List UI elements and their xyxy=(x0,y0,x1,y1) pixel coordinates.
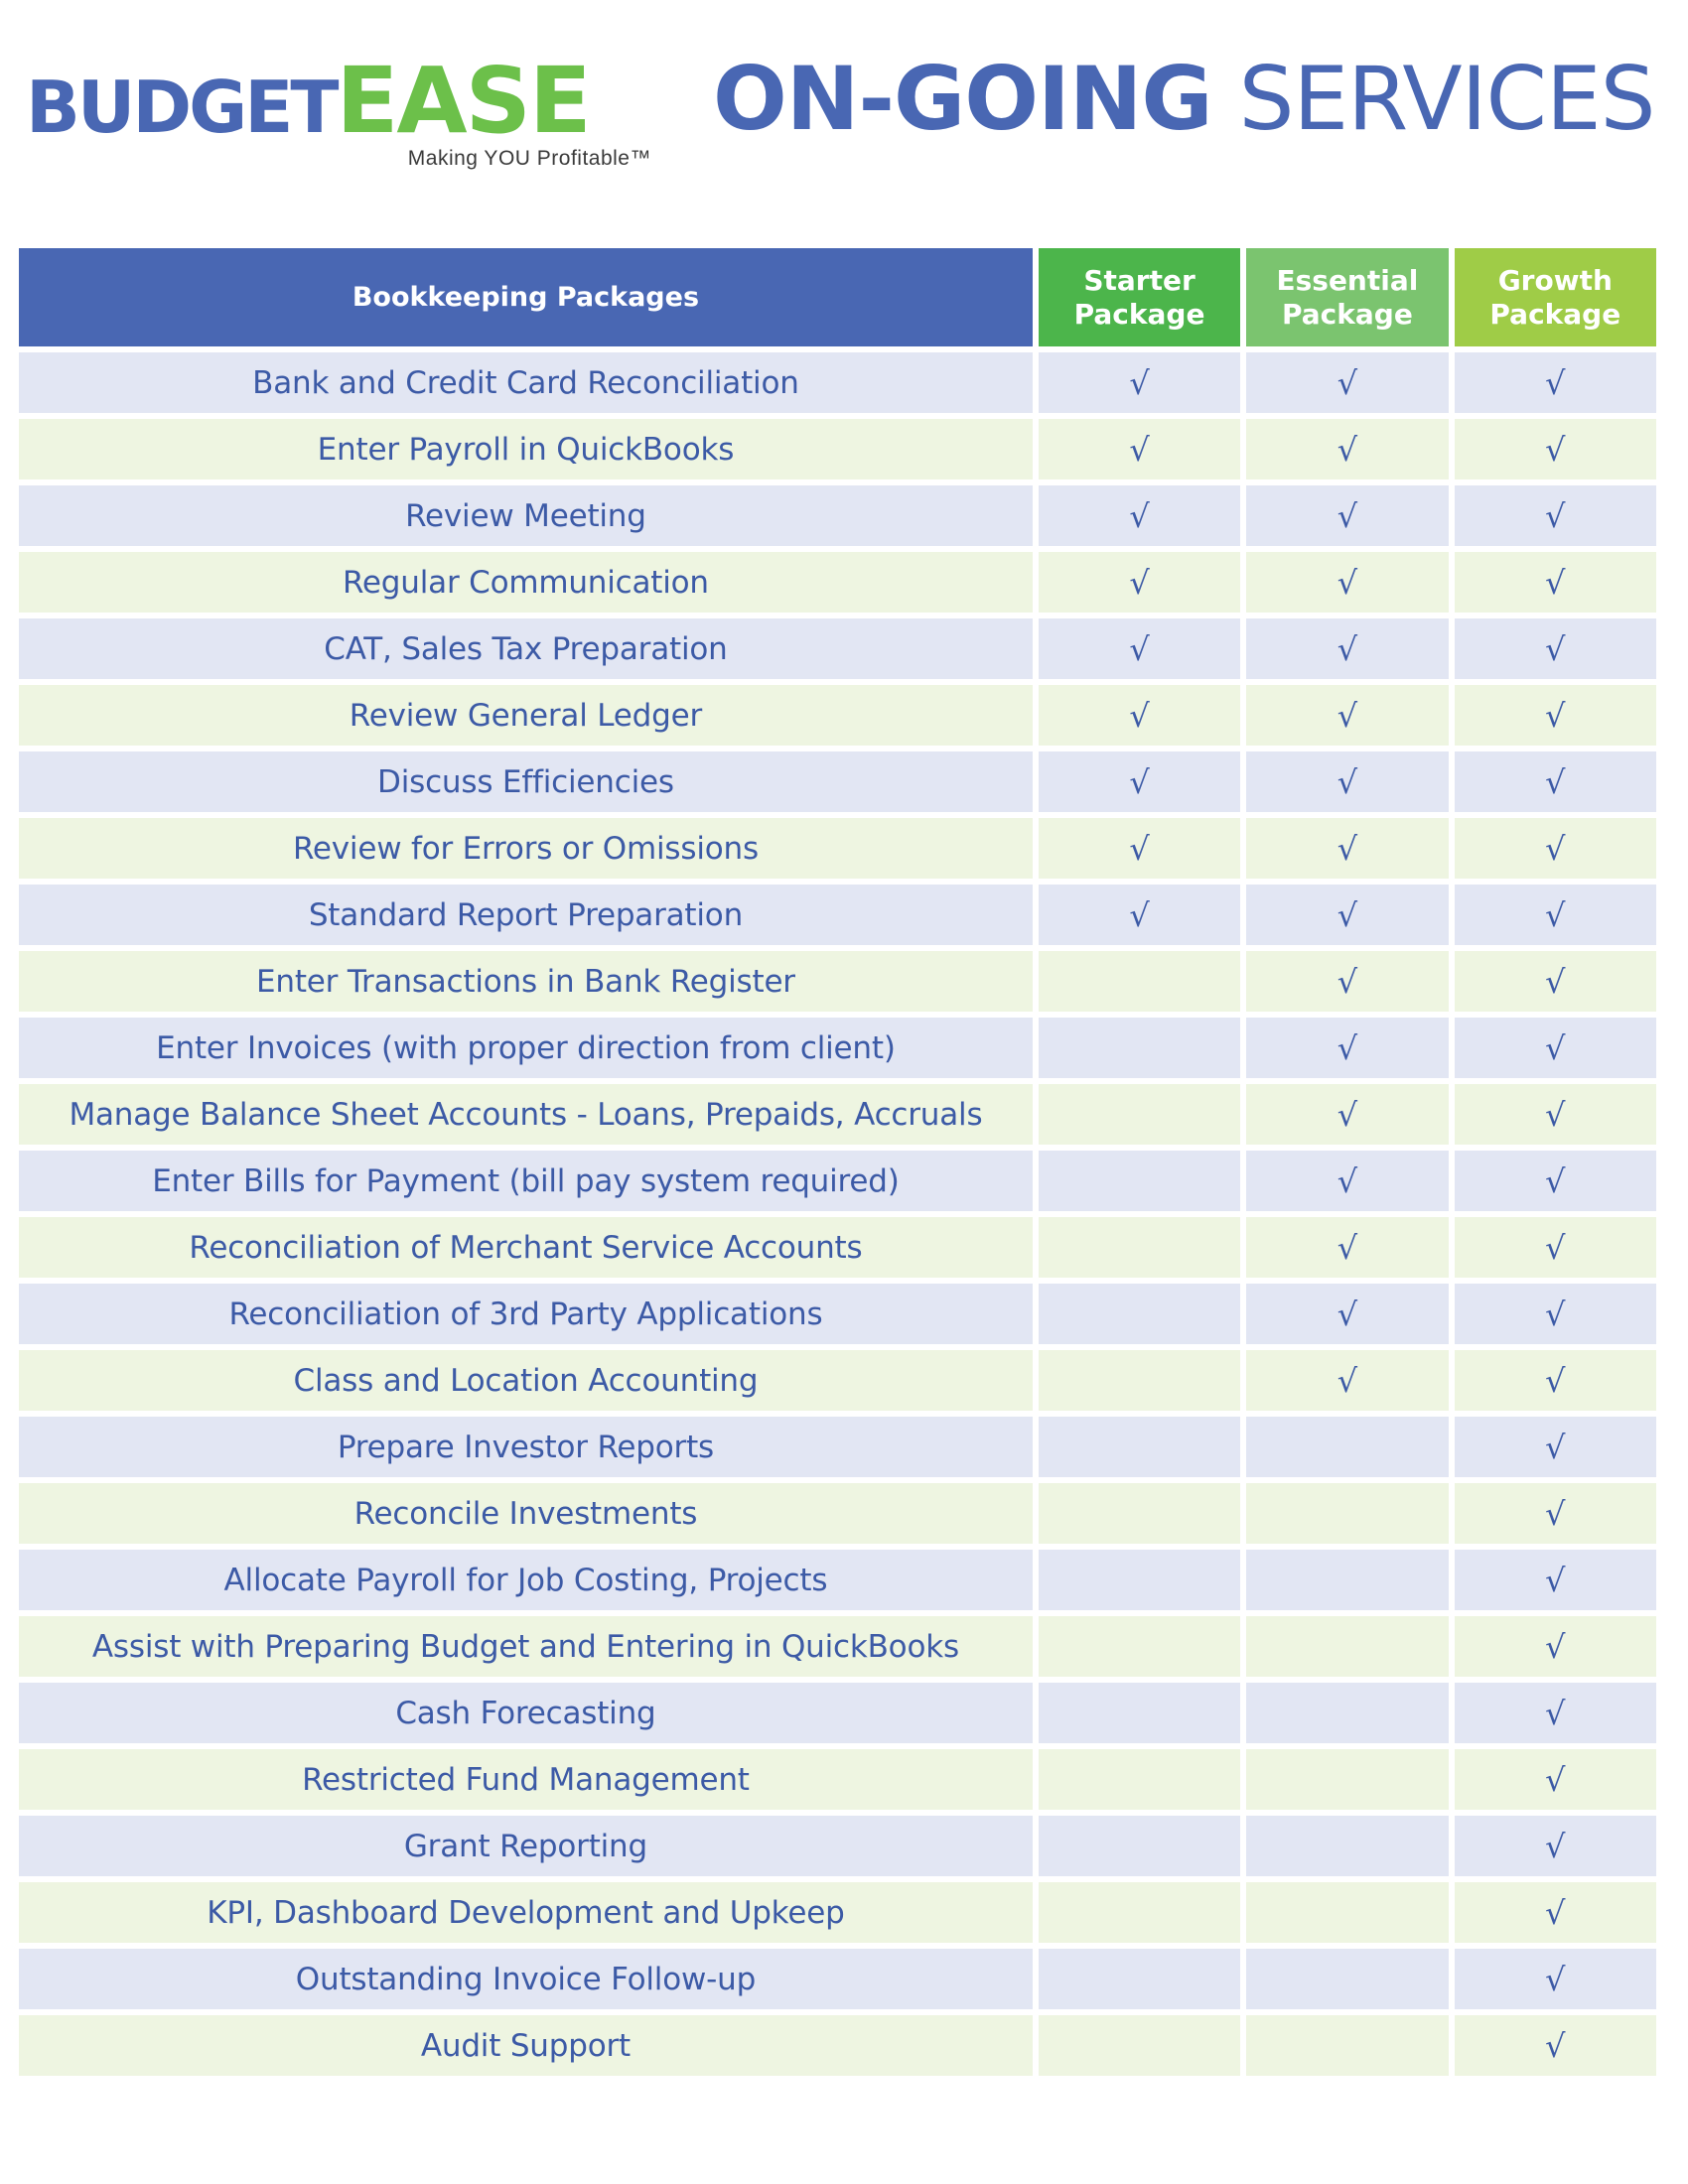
starter-check-cell xyxy=(1039,1417,1240,1477)
header-starter-line2: Package xyxy=(1073,297,1205,331)
growth-check-cell: √ xyxy=(1455,419,1656,479)
starter-check-cell: √ xyxy=(1039,818,1240,879)
header-bookkeeping-packages: Bookkeeping Packages xyxy=(19,248,1033,346)
growth-check-cell: √ xyxy=(1455,1882,1656,1943)
essential-check-cell: √ xyxy=(1246,951,1448,1012)
growth-check-cell: √ xyxy=(1455,485,1656,546)
table-row xyxy=(19,1816,1656,1876)
table-row xyxy=(19,1151,1656,1211)
starter-check-cell: √ xyxy=(1039,352,1240,413)
table-row xyxy=(19,1350,1656,1411)
growth-check-cell: √ xyxy=(1455,1749,1656,1810)
table-header-row xyxy=(19,248,1656,346)
table-row xyxy=(19,1284,1656,1344)
essential-check-cell: √ xyxy=(1246,685,1448,746)
header-essential-package xyxy=(1246,248,1448,346)
starter-check-cell: √ xyxy=(1039,485,1240,546)
table-row xyxy=(19,1949,1656,2009)
essential-check-cell xyxy=(1246,1882,1448,1943)
page-title-light: SERVICES xyxy=(1211,48,1655,150)
page-title-bold: ON-GOING xyxy=(713,48,1212,150)
starter-check-cell xyxy=(1039,1749,1240,1810)
service-name-cell: Allocate Payroll for Job Costing, Projects xyxy=(19,1550,1033,1610)
starter-check-cell xyxy=(1039,1949,1240,2009)
service-name-cell: Review for Errors or Omissions xyxy=(19,818,1033,879)
essential-check-cell xyxy=(1246,2015,1448,2076)
growth-check-cell: √ xyxy=(1455,1018,1656,1078)
essential-check-cell xyxy=(1246,1749,1448,1810)
service-name-cell: Prepare Investor Reports xyxy=(19,1417,1033,1477)
logo-ease-text: EASE xyxy=(336,48,590,154)
table-row xyxy=(19,2015,1656,2076)
logo-budget-text: BUDGET xyxy=(26,66,337,149)
growth-check-cell: √ xyxy=(1455,2015,1656,2076)
growth-check-cell: √ xyxy=(1455,1683,1656,1743)
essential-check-cell: √ xyxy=(1246,1350,1448,1411)
essential-check-cell: √ xyxy=(1246,1018,1448,1078)
essential-check-cell xyxy=(1246,1616,1448,1677)
essential-check-cell: √ xyxy=(1246,818,1448,879)
service-name-cell: Manage Balance Sheet Accounts - Loans, Prepaids, Accruals xyxy=(19,1084,1033,1145)
starter-check-cell xyxy=(1039,1616,1240,1677)
service-name-cell: Regular Communication xyxy=(19,552,1033,613)
table-row xyxy=(19,1018,1656,1078)
service-name-cell: Enter Bills for Payment (bill pay system required) xyxy=(19,1151,1033,1211)
table-row xyxy=(19,419,1656,479)
table-body xyxy=(19,352,1656,2076)
table-row xyxy=(19,685,1656,746)
service-name-cell: Enter Transactions in Bank Register xyxy=(19,951,1033,1012)
growth-check-cell: √ xyxy=(1455,1084,1656,1145)
growth-check-cell: √ xyxy=(1455,1949,1656,2009)
service-name-cell: Cash Forecasting xyxy=(19,1683,1033,1743)
service-name-cell: Standard Report Preparation xyxy=(19,885,1033,945)
service-name-cell: Restricted Fund Management xyxy=(19,1749,1033,1810)
header-growth-line2: Package xyxy=(1489,297,1621,331)
essential-check-cell: √ xyxy=(1246,1151,1448,1211)
starter-check-cell xyxy=(1039,1882,1240,1943)
service-name-cell: Review Meeting xyxy=(19,485,1033,546)
service-name-cell: Discuss Efficiencies xyxy=(19,751,1033,812)
growth-check-cell: √ xyxy=(1455,552,1656,613)
starter-check-cell: √ xyxy=(1039,618,1240,679)
starter-check-cell xyxy=(1039,951,1240,1012)
essential-check-cell xyxy=(1246,1550,1448,1610)
brand-logo xyxy=(26,48,651,175)
starter-check-cell: √ xyxy=(1039,685,1240,746)
logo-tagline: Making YOU Profitable™ xyxy=(407,147,651,170)
starter-check-cell xyxy=(1039,1483,1240,1544)
starter-check-cell: √ xyxy=(1039,885,1240,945)
service-name-cell: Bank and Credit Card Reconciliation xyxy=(19,352,1033,413)
growth-check-cell: √ xyxy=(1455,1616,1656,1677)
service-name-cell: Review General Ledger xyxy=(19,685,1033,746)
table-row xyxy=(19,1683,1656,1743)
essential-check-cell: √ xyxy=(1246,352,1448,413)
starter-check-cell xyxy=(1039,2015,1240,2076)
growth-check-cell: √ xyxy=(1455,885,1656,945)
essential-check-cell: √ xyxy=(1246,485,1448,546)
service-name-cell: Reconciliation of 3rd Party Applications xyxy=(19,1284,1033,1344)
essential-check-cell xyxy=(1246,1816,1448,1876)
starter-check-cell: √ xyxy=(1039,419,1240,479)
service-name-cell: Class and Location Accounting xyxy=(19,1350,1033,1411)
header-essential-line1: Essential xyxy=(1276,263,1419,297)
service-name-cell: Assist with Preparing Budget and Entering in QuickBooks xyxy=(19,1616,1033,1677)
growth-check-cell: √ xyxy=(1455,1550,1656,1610)
essential-check-cell: √ xyxy=(1246,552,1448,613)
growth-check-cell: √ xyxy=(1455,618,1656,679)
table-row xyxy=(19,552,1656,613)
growth-check-cell: √ xyxy=(1455,818,1656,879)
essential-check-cell xyxy=(1246,1683,1448,1743)
page-title xyxy=(713,48,1655,150)
growth-check-cell: √ xyxy=(1455,751,1656,812)
table-row xyxy=(19,751,1656,812)
growth-check-cell: √ xyxy=(1455,951,1656,1012)
starter-check-cell xyxy=(1039,1084,1240,1145)
essential-check-cell: √ xyxy=(1246,885,1448,945)
service-name-cell: Outstanding Invoice Follow-up xyxy=(19,1949,1033,2009)
table-row xyxy=(19,485,1656,546)
table-row xyxy=(19,951,1656,1012)
table-row xyxy=(19,1616,1656,1677)
table-row xyxy=(19,818,1656,879)
table-row xyxy=(19,352,1656,413)
growth-check-cell: √ xyxy=(1455,1816,1656,1876)
service-name-cell: Enter Invoices (with proper direction from client) xyxy=(19,1018,1033,1078)
service-name-cell: Audit Support xyxy=(19,2015,1033,2076)
starter-check-cell xyxy=(1039,1217,1240,1278)
service-name-cell: Reconcile Investments xyxy=(19,1483,1033,1544)
growth-check-cell: √ xyxy=(1455,1350,1656,1411)
logo-wordmark xyxy=(26,48,590,154)
starter-check-cell xyxy=(1039,1151,1240,1211)
growth-check-cell: √ xyxy=(1455,352,1656,413)
starter-check-cell xyxy=(1039,1018,1240,1078)
growth-check-cell: √ xyxy=(1455,1284,1656,1344)
growth-check-cell: √ xyxy=(1455,1151,1656,1211)
table-row xyxy=(19,1882,1656,1943)
starter-check-cell xyxy=(1039,1550,1240,1610)
services-table xyxy=(13,242,1662,2082)
table-row xyxy=(19,1084,1656,1145)
table-row xyxy=(19,1483,1656,1544)
growth-check-cell: √ xyxy=(1455,1417,1656,1477)
essential-check-cell xyxy=(1246,1483,1448,1544)
essential-check-cell: √ xyxy=(1246,618,1448,679)
starter-check-cell xyxy=(1039,1284,1240,1344)
table-row xyxy=(19,1749,1656,1810)
starter-check-cell xyxy=(1039,1683,1240,1743)
growth-check-cell: √ xyxy=(1455,1483,1656,1544)
essential-check-cell: √ xyxy=(1246,1284,1448,1344)
header-growth-line1: Growth xyxy=(1497,263,1613,297)
table-row xyxy=(19,1217,1656,1278)
service-name-cell: CAT, Sales Tax Preparation xyxy=(19,618,1033,679)
table-row xyxy=(19,1550,1656,1610)
growth-check-cell: √ xyxy=(1455,1217,1656,1278)
essential-check-cell xyxy=(1246,1949,1448,2009)
essential-check-cell: √ xyxy=(1246,419,1448,479)
header-starter-line1: Starter xyxy=(1083,263,1196,297)
essential-check-cell: √ xyxy=(1246,1084,1448,1145)
starter-check-cell xyxy=(1039,1816,1240,1876)
table-row xyxy=(19,618,1656,679)
essential-check-cell: √ xyxy=(1246,1217,1448,1278)
header-essential-line2: Package xyxy=(1282,297,1413,331)
starter-check-cell: √ xyxy=(1039,751,1240,812)
service-name-cell: KPI, Dashboard Development and Upkeep xyxy=(19,1882,1033,1943)
service-name-cell: Enter Payroll in QuickBooks xyxy=(19,419,1033,479)
table-row xyxy=(19,1417,1656,1477)
service-name-cell: Reconciliation of Merchant Service Accounts xyxy=(19,1217,1033,1278)
header-growth-package xyxy=(1455,248,1656,346)
essential-check-cell xyxy=(1246,1417,1448,1477)
growth-check-cell: √ xyxy=(1455,685,1656,746)
service-name-cell: Grant Reporting xyxy=(19,1816,1033,1876)
starter-check-cell: √ xyxy=(1039,552,1240,613)
table-row xyxy=(19,885,1656,945)
essential-check-cell: √ xyxy=(1246,751,1448,812)
starter-check-cell xyxy=(1039,1350,1240,1411)
header-starter-package xyxy=(1039,248,1240,346)
